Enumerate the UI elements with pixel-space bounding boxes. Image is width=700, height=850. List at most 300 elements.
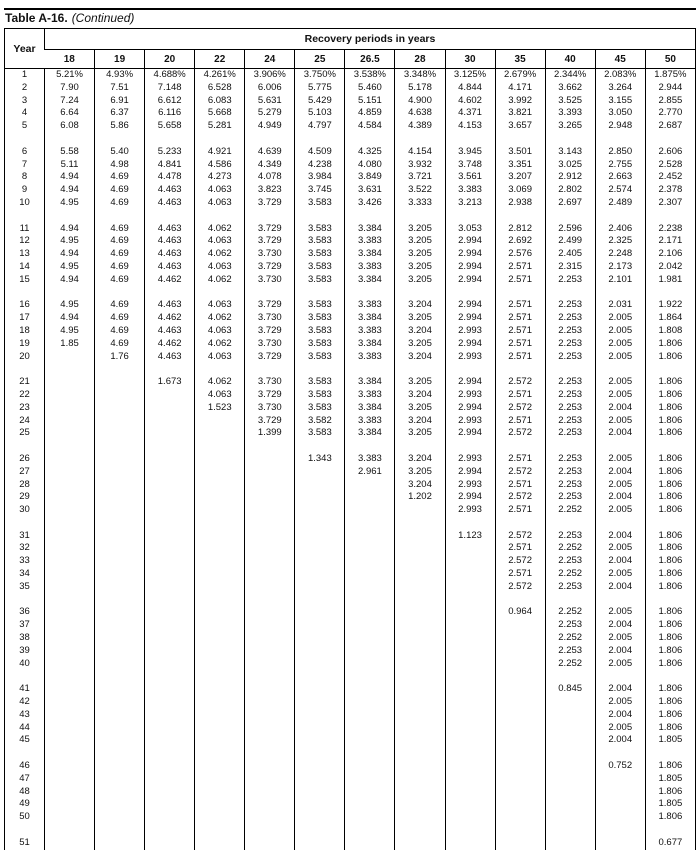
spacer-cell xyxy=(145,594,195,607)
rate-cell: 4.478 xyxy=(145,171,195,184)
rate-cell xyxy=(245,542,295,555)
rate-cell xyxy=(95,606,145,619)
table-row-year-9 xyxy=(5,184,696,197)
rate-cell xyxy=(445,581,495,594)
rate-cell: 2.004 xyxy=(595,402,645,415)
column-header-50: 50 xyxy=(645,50,695,69)
spacer-cell xyxy=(445,670,495,683)
rate-cell xyxy=(145,722,195,735)
rate-cell: 3.730 xyxy=(245,248,295,261)
rate-cell: 1.523 xyxy=(195,402,245,415)
spacer-cell xyxy=(45,517,95,530)
rate-cell: 3.631 xyxy=(345,184,395,197)
year-column-header: Year xyxy=(5,29,45,69)
rate-cell: 2.994 xyxy=(445,466,495,479)
rate-cell: 2.253 xyxy=(545,530,595,543)
spacer-cell xyxy=(345,594,395,607)
rate-cell xyxy=(45,683,95,696)
rate-cell: 3.383 xyxy=(345,261,395,274)
rate-cell: 5.86 xyxy=(95,120,145,133)
year-cell: 25 xyxy=(19,427,30,439)
year-cell: 38 xyxy=(19,632,30,644)
rate-cell: 1.806 xyxy=(645,658,695,671)
rate-cell xyxy=(495,709,545,722)
rate-cell: 1.806 xyxy=(645,581,695,594)
rate-cell: 1.76 xyxy=(95,351,145,364)
rate-cell xyxy=(545,773,595,786)
rate-cell: 3.384 xyxy=(345,312,395,325)
rate-cell xyxy=(245,798,295,811)
rate-cell: 4.95 xyxy=(45,235,95,248)
spacer-cell xyxy=(495,363,545,376)
rate-cell: 5.233 xyxy=(145,146,195,159)
rate-cell xyxy=(45,568,95,581)
spacer-cell xyxy=(595,517,645,530)
rate-cell xyxy=(445,811,495,824)
year-cell: 15 xyxy=(19,273,30,285)
rate-cell xyxy=(295,479,345,492)
rate-cell: 4.171 xyxy=(495,82,545,95)
year-cell: 49 xyxy=(19,798,30,810)
rate-cell xyxy=(395,568,445,581)
table-row-year-3 xyxy=(5,95,696,108)
table-row-year-31 xyxy=(5,530,696,543)
rate-cell: 2.004 xyxy=(595,491,645,504)
rate-cell xyxy=(445,709,495,722)
rate-cell xyxy=(545,786,595,799)
rate-cell: 2.238 xyxy=(645,223,695,236)
rate-cell: 3.583 xyxy=(295,312,345,325)
table-row-year-25 xyxy=(5,427,696,440)
rate-cell xyxy=(95,709,145,722)
spacer-cell xyxy=(195,363,245,376)
rate-cell: 4.69 xyxy=(95,235,145,248)
group-spacer-row xyxy=(5,210,696,223)
rate-cell: 1.806 xyxy=(645,376,695,389)
rate-cell xyxy=(345,696,395,709)
group-spacer-row xyxy=(5,440,696,453)
rate-cell xyxy=(445,542,495,555)
rate-cell: 3.204 xyxy=(395,415,445,428)
rate-cell: 2.770 xyxy=(645,107,695,120)
rate-cell: 3.204 xyxy=(395,325,445,338)
spacer-cell xyxy=(645,287,695,300)
rate-cell xyxy=(95,415,145,428)
spacer-cell xyxy=(345,287,395,300)
rate-cell xyxy=(45,530,95,543)
rate-cell xyxy=(245,453,295,466)
spacer-cell xyxy=(345,670,395,683)
rate-cell xyxy=(245,722,295,735)
rate-cell xyxy=(495,696,545,709)
spacer-cell xyxy=(145,440,195,453)
rate-cell: 5.281 xyxy=(195,120,245,133)
rate-cell: 3.730 xyxy=(245,376,295,389)
rate-cell: 2.253 xyxy=(545,312,595,325)
rate-cell: 4.063 xyxy=(195,389,245,402)
rate-cell: 3.729 xyxy=(245,351,295,364)
rate-cell xyxy=(595,837,645,850)
table-row-year-10 xyxy=(5,197,696,210)
spacer-cell xyxy=(245,363,295,376)
table-row-year-44 xyxy=(5,722,696,735)
rate-cell: 4.69 xyxy=(95,312,145,325)
rate-cell: 2.171 xyxy=(645,235,695,248)
spacer-cell xyxy=(95,670,145,683)
rate-cell: 2.253 xyxy=(545,389,595,402)
rate-cell: 2.994 xyxy=(445,427,495,440)
rate-cell xyxy=(395,645,445,658)
rate-cell: 2.253 xyxy=(545,351,595,364)
year-cell: 51 xyxy=(19,836,30,848)
year-cell: 41 xyxy=(19,683,30,695)
rate-cell xyxy=(195,415,245,428)
rate-cell xyxy=(245,504,295,517)
rate-cell: 2.961 xyxy=(345,466,395,479)
rate-cell: 2.571 xyxy=(495,389,545,402)
rate-cell: 4.063 xyxy=(195,261,245,274)
spacer-cell xyxy=(445,517,495,530)
spacer-cell xyxy=(395,747,445,760)
rate-cell: 2.697 xyxy=(545,197,595,210)
spacer-cell xyxy=(95,747,145,760)
rate-cell xyxy=(145,542,195,555)
rate-cell: 4.462 xyxy=(145,312,195,325)
rate-cell: 3.729 xyxy=(245,235,295,248)
rate-cell xyxy=(45,402,95,415)
spacer-cell xyxy=(495,133,545,146)
year-cell: 13 xyxy=(19,248,30,260)
rate-cell xyxy=(495,722,545,735)
rate-cell: 4.586 xyxy=(195,159,245,172)
rate-cell: 1.981 xyxy=(645,274,695,287)
rate-cell xyxy=(395,581,445,594)
rate-cell: 2.571 xyxy=(495,274,545,287)
rate-cell: 2.755 xyxy=(595,159,645,172)
column-header-40: 40 xyxy=(545,50,595,69)
rate-cell xyxy=(345,491,395,504)
table-row-year-28 xyxy=(5,479,696,492)
rate-cell: 2.571 xyxy=(495,568,545,581)
rate-cell: 5.11 xyxy=(45,159,95,172)
rate-cell: 3.204 xyxy=(395,389,445,402)
spacer-cell xyxy=(395,517,445,530)
table-row-year-6 xyxy=(5,146,696,159)
rate-cell xyxy=(145,581,195,594)
spacer-cell xyxy=(595,747,645,760)
rate-cell xyxy=(295,722,345,735)
rate-cell: 4.273 xyxy=(195,171,245,184)
rate-cell: 3.582 xyxy=(295,415,345,428)
rate-cell: 2.571 xyxy=(495,299,545,312)
group-spacer-row xyxy=(5,670,696,683)
spacer-cell xyxy=(195,747,245,760)
rate-cell xyxy=(295,542,345,555)
rate-cell xyxy=(295,696,345,709)
rate-cell xyxy=(45,773,95,786)
spacer-cell xyxy=(645,747,695,760)
spacer-cell xyxy=(245,133,295,146)
rate-cell: 3.932 xyxy=(395,159,445,172)
rate-cell xyxy=(345,504,395,517)
rate-cell xyxy=(195,619,245,632)
rate-cell xyxy=(95,542,145,555)
rate-cell xyxy=(95,427,145,440)
rate-cell: 2.993 xyxy=(445,504,495,517)
spacer-cell xyxy=(45,440,95,453)
rate-cell: 2.850 xyxy=(595,146,645,159)
year-cell: 35 xyxy=(19,580,30,592)
table-row-year-5 xyxy=(5,120,696,133)
rate-cell: 2.948 xyxy=(595,120,645,133)
rate-cell: 4.94 xyxy=(45,171,95,184)
rate-cell: 2.253 xyxy=(545,555,595,568)
rate-cell xyxy=(395,632,445,645)
spacer-cell xyxy=(295,747,345,760)
spacer-cell xyxy=(395,287,445,300)
rate-cell xyxy=(495,645,545,658)
year-cell: 3 xyxy=(21,94,28,106)
rate-cell: 2.663 xyxy=(595,171,645,184)
rate-cell: 4.463 xyxy=(145,325,195,338)
rate-cell: 2.572 xyxy=(495,427,545,440)
rate-cell xyxy=(45,696,95,709)
rate-cell: 2.005 xyxy=(595,606,645,619)
rate-cell: 1.805 xyxy=(645,773,695,786)
rate-cell xyxy=(45,427,95,440)
rate-cell xyxy=(345,632,395,645)
rate-cell: 2.004 xyxy=(595,683,645,696)
table-row-year-20 xyxy=(5,351,696,364)
year-cell: 21 xyxy=(19,376,30,388)
spacer-cell xyxy=(595,594,645,607)
rate-cell xyxy=(345,530,395,543)
rate-cell: 4.95 xyxy=(45,197,95,210)
rate-cell xyxy=(295,837,345,850)
rate-cell: 2.004 xyxy=(595,619,645,632)
spacer-cell xyxy=(545,287,595,300)
rate-cell xyxy=(295,581,345,594)
rate-cell: 1.805 xyxy=(645,734,695,747)
spacer-cell xyxy=(345,210,395,223)
rate-cell: 3.583 xyxy=(295,325,345,338)
spacer-cell xyxy=(395,824,445,837)
rate-cell xyxy=(45,376,95,389)
rate-cell xyxy=(445,645,495,658)
rate-cell xyxy=(345,811,395,824)
spacer-cell xyxy=(545,133,595,146)
rate-cell: 2.005 xyxy=(595,453,645,466)
table-row-year-39 xyxy=(5,645,696,658)
table-row-year-48 xyxy=(5,786,696,799)
spacer-cell xyxy=(245,440,295,453)
rate-cell: 3.384 xyxy=(345,427,395,440)
rate-cell: 4.95 xyxy=(45,261,95,274)
table-row-year-30 xyxy=(5,504,696,517)
spacer-cell xyxy=(45,287,95,300)
rate-cell: 4.463 xyxy=(145,184,195,197)
spacer-cell xyxy=(5,517,45,530)
spacer-cell xyxy=(5,210,45,223)
rate-cell xyxy=(145,466,195,479)
spacer-cell xyxy=(195,210,245,223)
rate-cell: 1.806 xyxy=(645,504,695,517)
rate-cell: 2.004 xyxy=(595,427,645,440)
rate-cell: 3.583 xyxy=(295,248,345,261)
spacer-cell xyxy=(595,133,645,146)
rate-cell xyxy=(95,645,145,658)
spacer-cell xyxy=(245,517,295,530)
spacer-cell xyxy=(345,747,395,760)
year-cell: 44 xyxy=(19,721,30,733)
rate-cell: 4.69 xyxy=(95,325,145,338)
spacer-cell xyxy=(395,670,445,683)
rate-cell: 2.253 xyxy=(545,325,595,338)
rate-cell: 7.51 xyxy=(95,82,145,95)
rate-cell xyxy=(95,479,145,492)
rate-cell: 2.572 xyxy=(495,466,545,479)
column-header-25: 25 xyxy=(295,50,345,69)
spacer-cell xyxy=(195,440,245,453)
rate-cell xyxy=(595,798,645,811)
rate-cell: 4.463 xyxy=(145,299,195,312)
rate-cell: 3.729 xyxy=(245,325,295,338)
year-cell: 2 xyxy=(21,81,28,93)
rate-cell: 3.205 xyxy=(395,274,445,287)
rate-cell xyxy=(95,568,145,581)
rate-cell xyxy=(445,722,495,735)
rate-cell xyxy=(95,683,145,696)
rate-cell: 3.729 xyxy=(245,415,295,428)
spacer-cell xyxy=(5,287,45,300)
spacer-cell xyxy=(295,594,345,607)
rate-cell: 4.463 xyxy=(145,197,195,210)
rate-cell: 4.078 xyxy=(245,171,295,184)
rate-cell xyxy=(195,798,245,811)
table-row-year-45 xyxy=(5,734,696,747)
spacer-cell xyxy=(245,747,295,760)
rate-cell: 2.571 xyxy=(495,261,545,274)
rate-cell: 1.806 xyxy=(645,415,695,428)
spacer-cell xyxy=(595,670,645,683)
rate-cell: 4.638 xyxy=(395,107,445,120)
rate-cell xyxy=(445,632,495,645)
rate-cell xyxy=(545,760,595,773)
rate-cell xyxy=(145,504,195,517)
spacer-cell xyxy=(145,747,195,760)
rate-cell xyxy=(95,722,145,735)
spacer-cell xyxy=(5,594,45,607)
spacer-cell xyxy=(5,747,45,760)
rate-cell: 2.994 xyxy=(445,402,495,415)
rate-cell: 2.004 xyxy=(595,530,645,543)
rate-cell xyxy=(195,427,245,440)
rate-cell xyxy=(495,760,545,773)
rate-cell: 2.606 xyxy=(645,146,695,159)
rate-cell: 5.429 xyxy=(295,95,345,108)
column-header-20: 20 xyxy=(145,50,195,69)
column-header-35: 35 xyxy=(495,50,545,69)
rate-cell: 2.802 xyxy=(545,184,595,197)
rate-cell xyxy=(495,811,545,824)
spacer-cell xyxy=(645,210,695,223)
spacer-cell xyxy=(145,133,195,146)
group-spacer-row xyxy=(5,133,696,146)
year-cell: 32 xyxy=(19,542,30,554)
rate-cell xyxy=(245,632,295,645)
rate-cell xyxy=(45,709,95,722)
rate-cell: 2.528 xyxy=(645,159,695,172)
spacer-cell xyxy=(245,594,295,607)
table-row-year-35 xyxy=(5,581,696,594)
rate-cell: 1.806 xyxy=(645,722,695,735)
spacer-cell xyxy=(295,287,345,300)
rate-cell: 5.40 xyxy=(95,146,145,159)
rate-cell: 0.964 xyxy=(495,606,545,619)
rate-cell: 3.348% xyxy=(395,69,445,82)
rate-cell: 1.922 xyxy=(645,299,695,312)
rate-cell xyxy=(295,658,345,671)
spacer-cell xyxy=(95,594,145,607)
rate-cell: 1.85 xyxy=(45,338,95,351)
rate-cell: 4.94 xyxy=(45,274,95,287)
rate-cell xyxy=(95,734,145,747)
rate-cell: 3.730 xyxy=(245,274,295,287)
rate-cell xyxy=(395,555,445,568)
rate-cell: 4.063 xyxy=(195,299,245,312)
rate-cell xyxy=(145,632,195,645)
rate-cell xyxy=(245,491,295,504)
rate-cell xyxy=(145,798,195,811)
rate-cell: 3.333 xyxy=(395,197,445,210)
spacer-cell xyxy=(645,670,695,683)
rate-cell: 3.729 xyxy=(245,197,295,210)
rate-cell xyxy=(395,837,445,850)
rate-cell: 3.583 xyxy=(295,274,345,287)
rate-cell xyxy=(345,683,395,696)
rate-cell: 5.279 xyxy=(245,107,295,120)
rate-cell: 3.384 xyxy=(345,248,395,261)
rate-cell xyxy=(195,542,245,555)
rate-cell xyxy=(245,658,295,671)
table-row-year-18 xyxy=(5,325,696,338)
group-spacer-row xyxy=(5,747,696,760)
rate-cell: 3.750% xyxy=(295,69,345,82)
rate-cell: 2.005 xyxy=(595,415,645,428)
rate-cell xyxy=(345,722,395,735)
rate-cell: 0.845 xyxy=(545,683,595,696)
column-header-22: 22 xyxy=(195,50,245,69)
rate-cell: 4.93% xyxy=(95,69,145,82)
year-cell: 20 xyxy=(19,350,30,362)
spacer-cell xyxy=(345,363,395,376)
rate-cell: 2.325 xyxy=(595,235,645,248)
rate-cell: 2.572 xyxy=(495,491,545,504)
rate-cell xyxy=(295,786,345,799)
rate-cell: 4.688% xyxy=(145,69,195,82)
spacer-cell xyxy=(645,824,695,837)
rate-cell: 2.994 xyxy=(445,248,495,261)
spacer-cell xyxy=(45,210,95,223)
rate-cell: 2.405 xyxy=(545,248,595,261)
rate-cell xyxy=(295,760,345,773)
rate-cell xyxy=(295,811,345,824)
spacer-cell xyxy=(595,287,645,300)
rate-cell: 5.151 xyxy=(345,95,395,108)
rate-cell: 4.639 xyxy=(245,146,295,159)
rate-cell: 2.253 xyxy=(545,415,595,428)
spacer-cell xyxy=(645,517,695,530)
